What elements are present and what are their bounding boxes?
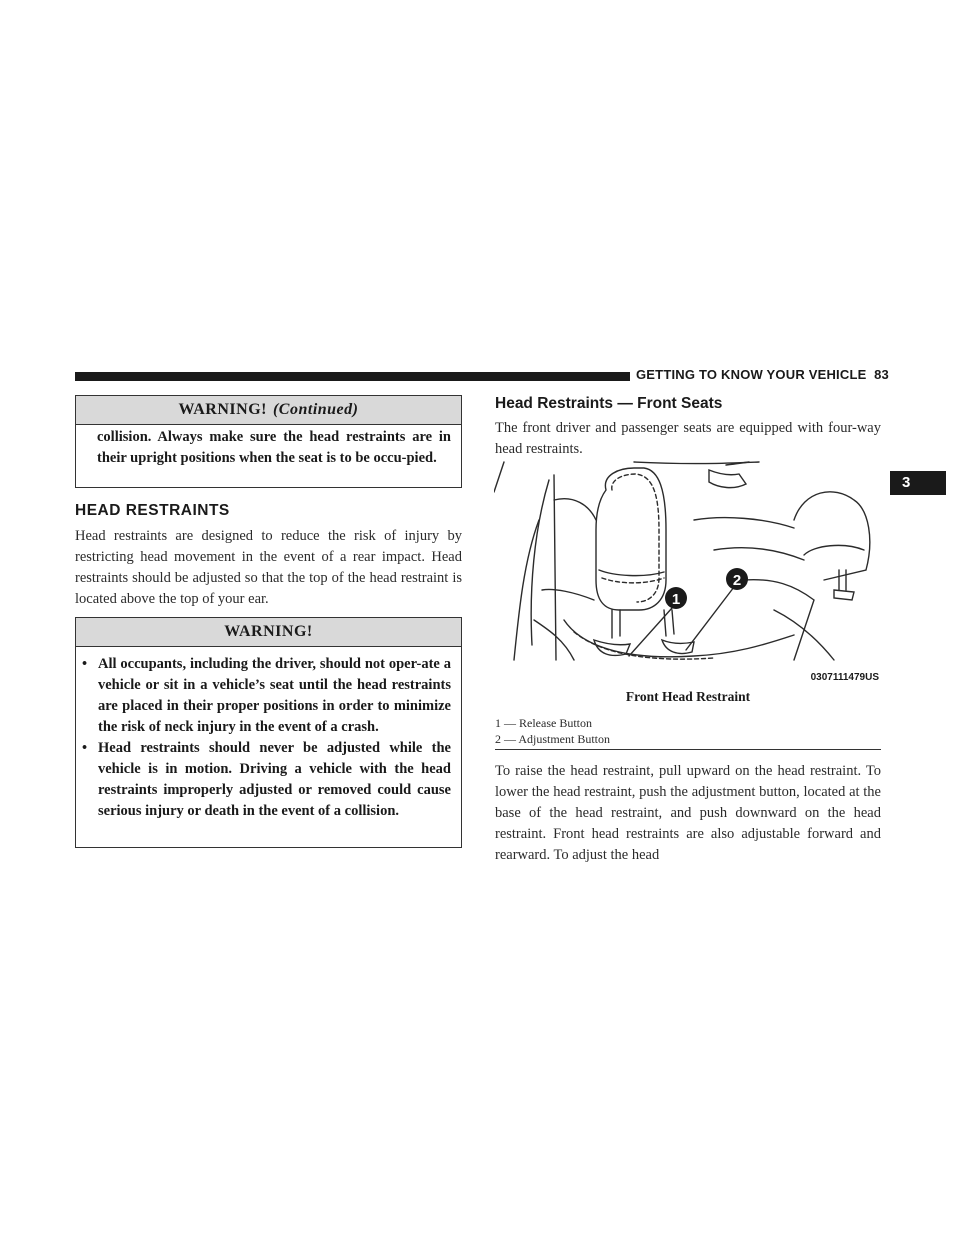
chapter-tab: 3 xyxy=(890,471,946,495)
warning-box xyxy=(75,617,462,848)
warning-bullet-text: All occupants, including the driver, should not oper-ate a vehicle or sit in a vehicle’s seat until the head restraints are placed in their proper positions in order to minimize the risk of neck injury in the event of a crash. xyxy=(98,656,451,735)
warning-continued-label: (Continued) xyxy=(272,401,359,418)
callout-2 xyxy=(726,568,748,590)
header-section-title: GETTING TO KNOW YOUR VEHICLE xyxy=(636,367,867,382)
head-restraints-paragraph: Head restraints are designed to reduce the risk of injury by restricting head movement in the event of a rear impact. Head restraints should be adjusted so that the top of the head restraint is located above the top of your ear. xyxy=(75,528,462,607)
warning-continued-box xyxy=(75,395,462,488)
legend-item: 1 — Release Button xyxy=(495,716,592,730)
callout-2-number: 2 xyxy=(732,572,742,589)
warning-bullet xyxy=(82,738,451,822)
front-seats-paragraph: To raise the head restraint, pull upward on the head restraint. To lower the head restraint, push the adjustment button, located at the base of the head restraint, and push downward on the head restraint. Front head restraints are also adjustable forward and rearward. To adjust the head xyxy=(495,763,881,863)
page-number: 83 xyxy=(874,367,889,382)
warning-title: WARNING! xyxy=(224,623,313,640)
section-title-front-seats: Head Restraints — Front Seats xyxy=(495,395,723,412)
header-bar xyxy=(75,372,630,381)
warning-continued-body: collision. Always make sure the head restraints are in their upright positions when the seat is to be occu-pied. xyxy=(97,429,451,466)
head-restraint-illustration xyxy=(494,460,881,685)
figure-legend xyxy=(495,715,881,750)
bullet-icon: • xyxy=(82,740,88,756)
warning-bullet xyxy=(82,654,451,738)
running-header xyxy=(636,367,889,382)
warning-continued-header xyxy=(76,396,461,425)
warning-title: WARNING! xyxy=(178,401,267,418)
section-title-head-restraints: HEAD RESTRAINTS xyxy=(75,502,230,519)
legend-item: 2 — Adjustment Button xyxy=(495,732,611,746)
bullet-icon: • xyxy=(82,656,88,672)
head-restraint-drawing xyxy=(494,460,881,685)
front-seats-intro: The front driver and passenger seats are equipped with four-way head restraints. xyxy=(495,420,881,457)
callout-1 xyxy=(665,587,687,609)
figure-caption: Front Head Restraint xyxy=(625,689,751,704)
warning-body xyxy=(76,647,461,822)
warning-bullet-text: Head restraints should never be adjusted while the vehicle is in motion. Driving a vehicle with the head restraints improperly adjusted or removed could cause serious injury or death in the event of a collision. xyxy=(98,740,451,819)
callout-1-number: 1 xyxy=(671,591,681,608)
figure-code: 0307111479US xyxy=(810,672,879,683)
warning-header xyxy=(76,618,461,647)
